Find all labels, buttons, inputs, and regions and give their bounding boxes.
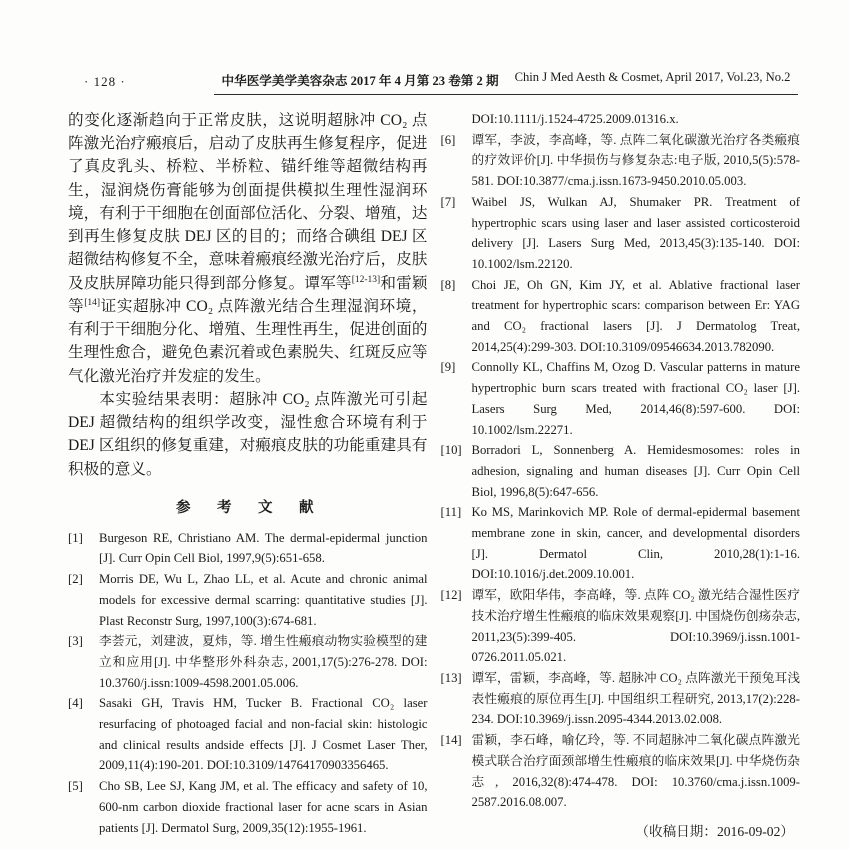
reference-text: Waibel JS, Wulkan AJ, Shumaker PR. Treatment of hypertrophic scars using laser and laser assisted corticosteroid delivery [J]. Lasers Surg Med, 2013,45(3):135-140. DOI: 10.1002/lsm.22120. bbox=[471, 194, 800, 271]
reference-text: Choi JE, Oh GN, Kim JY, et al. Ablative fractional laser treatment for hypertrophic scars: comparison between Er: YAG and CO₂ fractional lasers [J]. J Dermatolog Treat, 2014,25(4):299-303. DOI:10.3109/09546634.2013.782090. bbox=[471, 277, 800, 354]
reference-item-12 bbox=[441, 585, 801, 668]
two-column-body bbox=[0, 95, 850, 840]
reference-text: Cho SB, Lee SJ, Kang JM, et al. The efficacy and safety of 10, 600-nm carbon dioxide fractional laser for acne scars in Asian patients [J]. Dermatol Surg, 2009,35(12):1955-1961. bbox=[99, 779, 428, 835]
discussion-text: 的变化逐渐趋向于正常皮肤，这说明超脉冲 CO₂ 点阵激光治疗瘢痕后，启动了皮肤再生修复程序，促进了真皮乳头、桥粒、半桥粒、锚纤维等超微结构再生，湿润烧伤膏能够为创面提供模拟生理性湿润环境，有利于干细胞在创面部位活化、分裂、增殖，达到再生修复皮肤 DEJ 区的目的；而络合碘组 DEJ 区超微结构修复不全，意味着瘢痕经激光治疗后，皮肤及皮肤屏障功能只得到部分修复。谭军等 bbox=[68, 112, 428, 292]
page-number: · 128 · bbox=[84, 74, 126, 89]
received-date: （收稿日期：2016-09-02） bbox=[635, 823, 794, 839]
reference-label: [14] bbox=[440, 733, 462, 748]
reference-label: [6] bbox=[440, 132, 456, 147]
reference-text: Burgeson RE, Christiano AM. The dermal-epidermal junction [J]. Curr Opin Cell Biol, 1997,9(5):651-658. bbox=[99, 530, 428, 566]
discussion-text: 证实超脉冲 CO₂ 点阵激光结合生理湿润环境，有利于干细胞分化、增殖、生理性再生，促进创面的生理性愈合，避免色素沉着或色素脱失、红斑反应等气化激光治疗并发症的发生。 bbox=[68, 297, 428, 385]
reference-text: Morris DE, Wu L, Zhao LL, et al. Acute and chronic animal models for excessive dermal scarring: quantitative studies [J]. Plast Reconstr Surg, 1997,100(3):674-681. bbox=[99, 572, 428, 628]
journal-title-chinese: 中华医学美学美容杂志 2017 年 4 月第 23 卷第 2 期 bbox=[221, 74, 499, 88]
reference-text: Connolly KL, Chaffins M, Ozog D. Vascular patterns in mature hypertrophic burn scars treated with fractional CO₂ laser [J]. Lasers Surg Med, 2014,46(8):597-600. DOI: 10.1002/lsm.22271. bbox=[471, 360, 800, 437]
reference-item-11 bbox=[441, 502, 801, 585]
reference-label: [9] bbox=[440, 360, 456, 375]
right-column bbox=[441, 109, 801, 840]
reference-item-5 bbox=[68, 776, 428, 838]
reference-label: [10] bbox=[440, 443, 462, 458]
discussion-text: 和雷颖等 bbox=[68, 274, 428, 315]
reference-text: Borradori L, Sonnenberg A. Hemidesmosomes: roles in adhesion, signaling and human diseases [J]. Curr Opin Cell Biol, 1996,8(5):647-656. bbox=[471, 443, 800, 499]
reference-item-8 bbox=[441, 275, 801, 358]
reference-label: [1] bbox=[68, 530, 83, 545]
discussion-paragraph bbox=[68, 109, 428, 388]
reference-text: Ko MS, Marinkovich MP. Role of dermal-epidermal basement membrane zone in skin, cancer, and developmental disorders [J]. Dermatol Clin, 2010,28(1):1-16. DOI:10.1016/j.det.2009.10.001. bbox=[471, 505, 800, 582]
journal-title-line bbox=[214, 70, 798, 95]
reference-text: 谭军，雷颖，李高峰，等. 超脉冲 CO₂ 点阵激光干预兔耳浅表性瘢痕的原位再生[J]. 中国组织工程研究, 2013,17(2):228-234. DOI:10.3969/j.issn.2095-4344.2013.02.008. bbox=[471, 670, 800, 727]
reference-item-4 bbox=[68, 693, 428, 776]
reference-item-6 bbox=[441, 130, 801, 192]
reference-label: [5] bbox=[68, 779, 83, 794]
reference-text: 谭军，欧阳华伟，李高峰，等. 点阵 CO₂ 激光结合湿性医疗技术治疗增生性瘢痕的临床效果观察[J]. 中国烧伤创疡杂志, 2011,23(5):399-405. DOI:10.3969/j.issn.1001-0726.2011.05.021. bbox=[471, 588, 800, 665]
reference-label: [11] bbox=[440, 505, 462, 520]
reference-item-1 bbox=[68, 528, 428, 569]
reference-item-3 bbox=[68, 631, 428, 693]
reference-label: [12] bbox=[440, 588, 462, 603]
journal-title-english: Chin J Med Aesth & Cosmet, April 2017, Vol.23, No.2 bbox=[514, 70, 791, 84]
reference-text: Sasaki GH, Travis HM, Tucker B. Fractional CO₂ laser resurfacing of photoaged facial and non-facial skin: histologic and clinical results andside effects [J]. J Cosmet Laser Ther, 2009,11(4):190-201. DOI:10.3109/14764170903356465. bbox=[99, 696, 428, 773]
reference-item-14 bbox=[441, 730, 801, 813]
reference-label: [3] bbox=[68, 634, 83, 649]
reference-item-10 bbox=[441, 440, 801, 502]
reference-label: [4] bbox=[68, 696, 83, 711]
citation-ref-12-13: [12-13] bbox=[351, 274, 381, 285]
references-heading: 参 考 文 献 bbox=[176, 499, 320, 516]
conclusion-paragraph: 本实验结果表明：超脉冲 CO₂ 点阵激光可引起 DEJ 超微结构的组织学改变，湿性愈合环境有利于 DEJ 区组织的修复重建，对瘢痕皮肤的功能重建具有积极的意义。 bbox=[68, 390, 428, 478]
reference-5-continuation: DOI:10.1111/j.1524-4725.2009.01316.x. bbox=[471, 112, 679, 126]
citation-ref-14: [14] bbox=[84, 297, 101, 308]
left-column bbox=[68, 109, 428, 840]
reference-text: 雷颖，李石峰，喻亿玲，等. 不同超脉冲二氧化碳点阵激光模式联合治疗面颈部增生性瘢痕的临床效果[J]. 中华烧伤杂志, 2016,32(8):474-478. DOI: 10.3760/cma.j.issn.1009-2587.2016.08.007. bbox=[471, 733, 800, 810]
reference-item-13 bbox=[441, 668, 801, 730]
reference-text: 谭军，李波，李高峰，等. 点阵二氧化碳激光治疗各类瘢痕的疗效评价[J]. 中华损伤与修复杂志:电子版, 2010,5(5):578-581. DOI:10.3877/cma.j.issn.1673-9450.2010.05.003. bbox=[471, 132, 800, 189]
reference-label: [7] bbox=[440, 194, 456, 209]
reference-label: [13] bbox=[440, 670, 462, 685]
reference-item-2 bbox=[68, 569, 428, 631]
reference-item-7 bbox=[441, 192, 801, 275]
page-header bbox=[84, 70, 798, 95]
reference-label: [2] bbox=[68, 572, 83, 587]
reference-label: [8] bbox=[440, 277, 456, 292]
reference-text: 李荟元，刘建波，夏炜，等. 增生性瘢痕动物实验模型的建立和应用[J]. 中华整形外科杂志, 2001,17(5):276-278. DOI: 10.3760/j.issn:1009-4598.2001.05.006. bbox=[99, 634, 428, 690]
reference-item-9 bbox=[441, 357, 801, 440]
